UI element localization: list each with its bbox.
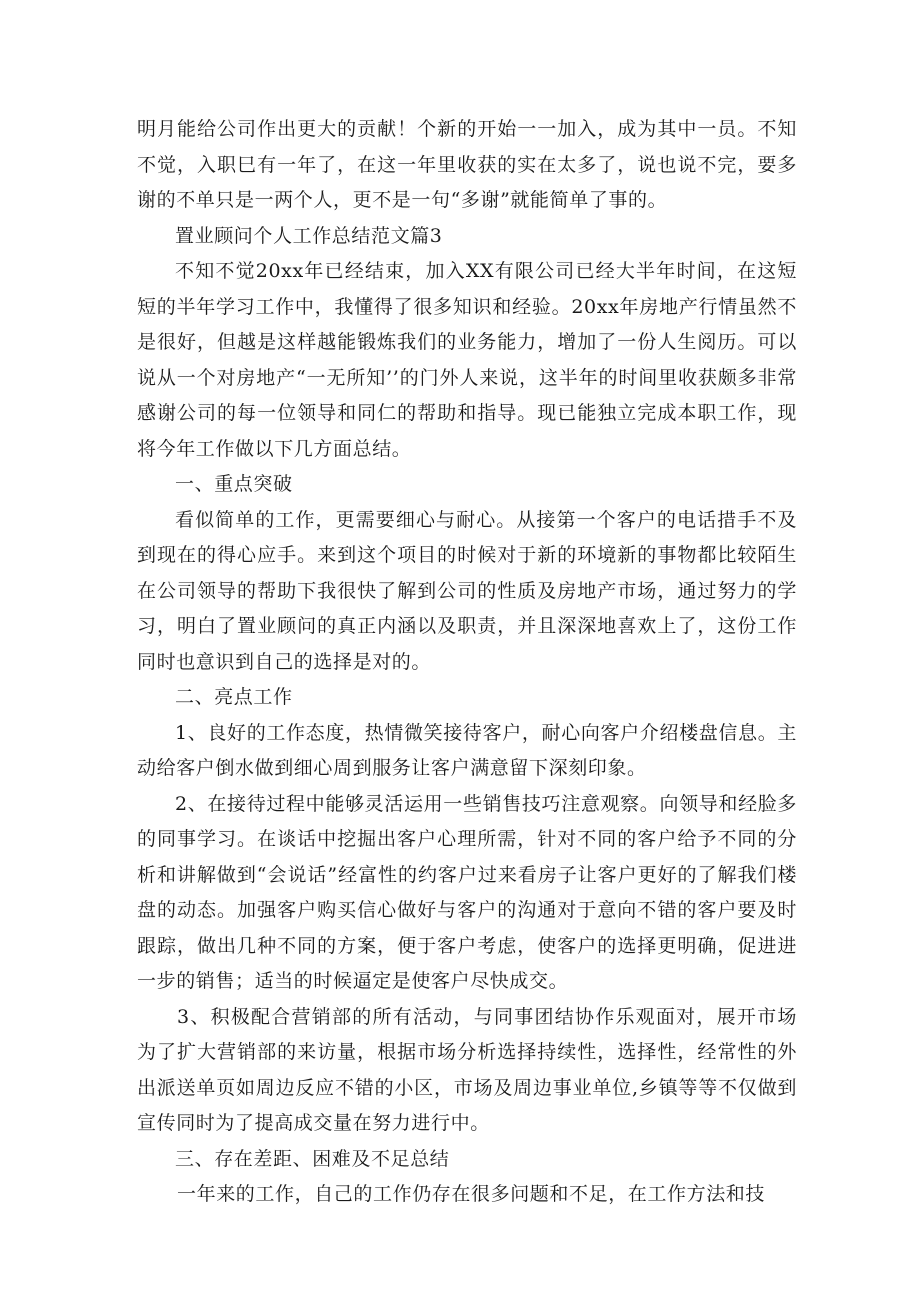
list-item-2: 2、在接待过程中能够灵活运用一些销售技巧注意观察。向领导和经脸多的同事学习。在谈话中挖掘出客户心理所需，针对不同的客户给予不同的分析和讲解做到“会说话”经富性的约客户过来看房子让客户更好的了解我们楼盘的动态。加强客户购买信心做好与客户的沟通对于意向不错的客户要及时跟踪，做出几种不同的方案，便于客户考虑，使客户的选择更明确，促进进一步的销售；适当的时候逼定是使客户尽快成交。 (137, 792, 797, 992)
heading-key-breakthrough: 一、重点突破 (175, 473, 293, 495)
section-title: 置业顾问个人工作总结范文篇3 (175, 224, 443, 247)
paragraph-shortcomings: 一年来的工作，自己的工作仍存在很多问题和不足，在工作方法和技 (177, 1183, 766, 1205)
list-item-1: 1、良好的工作态度，热情微笑接待客户，耐心向客户介绍楼盘信息。主动给客户倒水做到细心周到服务让客户满意留下深刻印象。 (137, 721, 797, 779)
paragraph-breakthrough: 看似简单的工作，更需要细心与耐心。从接第一个客户的电话措手不及到现在的得心应手。来到这个项目的时候对于新的环境新的事物都比较陌生在公司领导的帮助下我很快了解到公司的性质及房地产市场，通过努力的学习，明白了置业顾问的真正内涵以及职责，并且深深地喜欢上了，这份工作同时也意识到自己的选择是对的。 (137, 508, 797, 673)
list-item-3: 3、积极配合营销部的所有活动，与同事团结协作乐观面对，展开市场为了扩大营销部的来访量，根据市场分析选择持续性，选择性，经常性的外出派送单页如周边反应不错的小区，市场及周边事业单位,乡镇等等不仅做到宣传同时为了提高成交量在努力进行中。 (137, 1005, 797, 1134)
paragraph-intro: 明月能给公司作出更大的贡献！个新的开始一一加入，成为其中一员。不知不觉，入职巳有一年了，在这一年里收获的实在太多了，说也说不完，要多谢的不单只是一两个人，更不是一句“多谢”就能简单了事的。 (137, 118, 797, 211)
paragraph-overview: 不知不觉20xx年已经结束，加入XX有限公司已经大半年时间，在这短短的半年学习工作中，我懂得了很多知识和经验。20xx年房地产行情虽然不是很好，但越是这样越能锻炼我们的业务能力，增加了一份人生阅历。可以说从一个对房地产“一无所知’’的门外人来说，这半年的时间里收获颇多非常感谢公司的每一位领导和同仁的帮助和指导。现已能独立完成本职工作，现将今年工作做以下几方面总结。 (137, 260, 797, 460)
heading-highlights: 二、亮点工作 (175, 686, 293, 708)
heading-shortcomings: 三、存在差距、困难及不足总结 (175, 1147, 450, 1170)
document-body (137, 112, 797, 1213)
